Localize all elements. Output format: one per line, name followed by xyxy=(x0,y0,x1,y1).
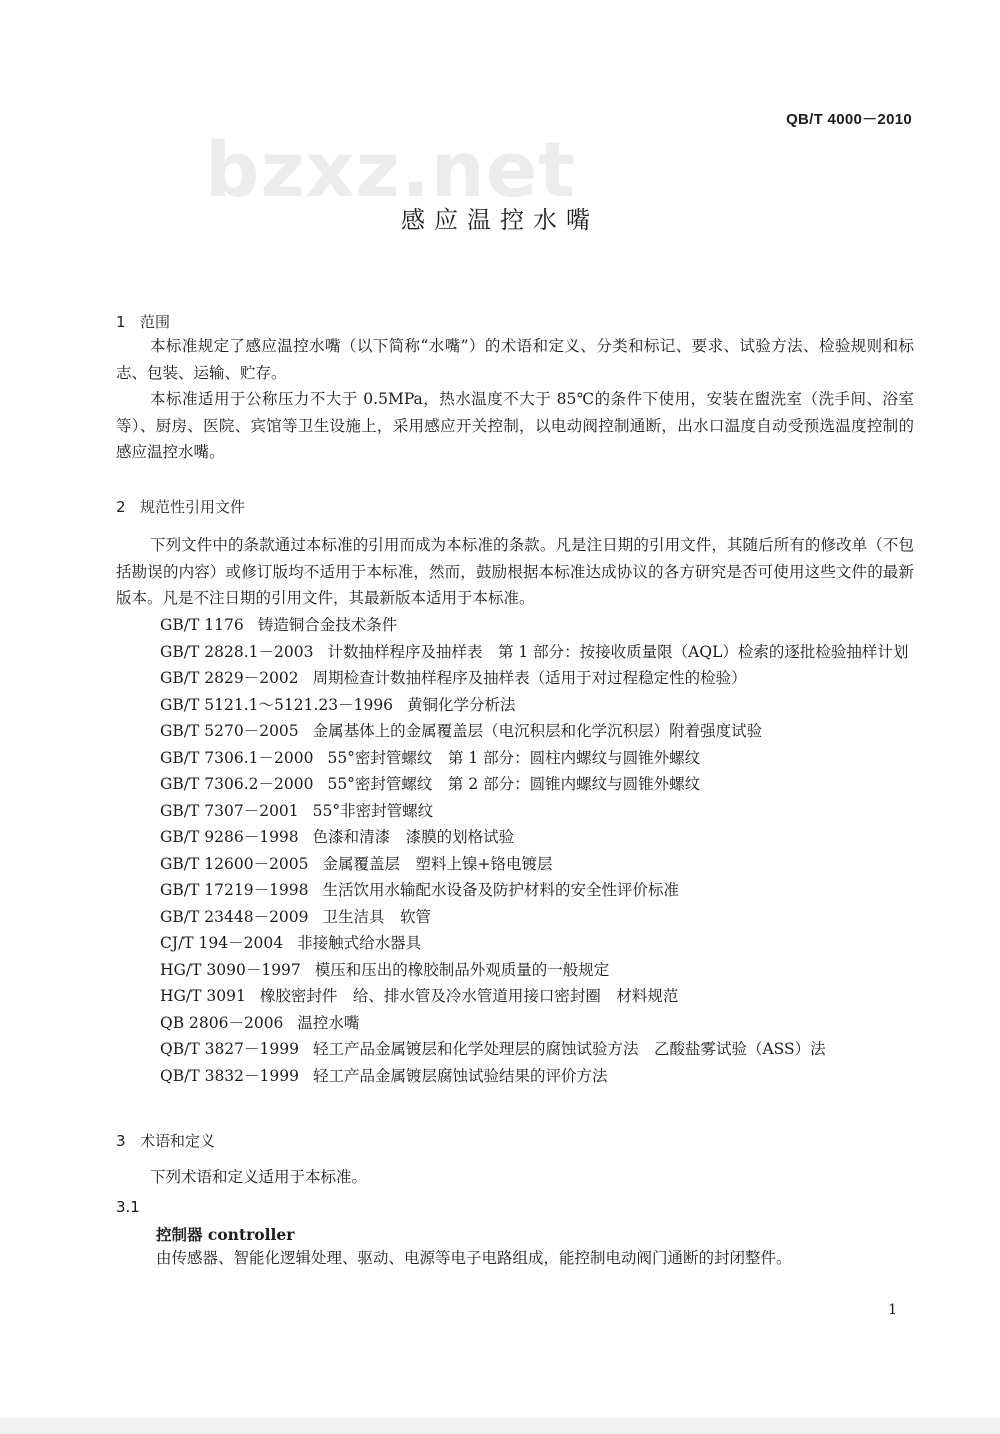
reference-code: QB 2806－2006 xyxy=(160,1013,284,1032)
reference-code: HG/T 3090－1997 xyxy=(160,960,301,979)
reference-item xyxy=(116,824,914,851)
reference-title: 温控水嘴 xyxy=(297,1013,360,1032)
reference-item xyxy=(116,665,914,692)
page-bottom-edge xyxy=(0,1418,1000,1434)
reference-item xyxy=(116,612,914,639)
reference-code: HG/T 3091 xyxy=(160,987,246,1006)
reference-item xyxy=(116,745,914,772)
reference-title: 轻工产品金属镀层和化学处理层的腐蚀试验方法 乙酸盐雾试验（ASS）法 xyxy=(312,1040,826,1059)
watermark: bzxz.net xyxy=(205,125,576,214)
section-number: 3 xyxy=(116,1132,126,1150)
reference-code: CJ/T 194－2004 xyxy=(160,934,284,953)
reference-title: 55°密封管螺纹 第 2 部分：圆锥内螺纹与圆锥外螺纹 xyxy=(327,775,701,794)
reference-item xyxy=(116,877,914,904)
reference-code: GB/T 2829－2002 xyxy=(160,669,299,688)
reference-item xyxy=(116,851,914,878)
reference-item xyxy=(116,983,914,1010)
reference-title: 计数抽样程序及抽样表 第 1 部分：按接收质量限（AQL）检索的逐批检验抽样计划 xyxy=(327,642,909,661)
section-title: 规范性引用文件 xyxy=(140,498,246,516)
reference-title: 黄铜化学分析法 xyxy=(407,695,516,714)
reference-code: GB/T 7307－2001 xyxy=(160,801,299,820)
reference-title: 色漆和清漆 漆膜的划格试验 xyxy=(312,828,515,847)
reference-title: 铸造铜合金技术条件 xyxy=(257,616,398,634)
term-number: 3.1 xyxy=(116,1198,140,1216)
reference-code: QB/T 3827－1999 xyxy=(160,1040,299,1059)
reference-item xyxy=(116,639,914,666)
reference-title: 模压和压出的橡胶制品外观质量的一般规定 xyxy=(314,960,610,979)
section-number: 1 xyxy=(116,313,126,331)
document-title: 感应温控水嘴 xyxy=(401,206,599,234)
section-heading-scope xyxy=(116,311,170,332)
reference-code: QB/T 3832－1999 xyxy=(160,1066,299,1085)
reference-code: GB/T 12600－2005 xyxy=(160,854,309,873)
paragraph: 本标准规定了感应温控水嘴（以下简称“水嘴”）的术语和定义、分类和标记、要求、试验方法、检验规则和标志、包装、运输、贮存。 xyxy=(116,337,914,382)
section-heading-terms xyxy=(116,1130,215,1151)
reference-item xyxy=(116,692,914,719)
reference-code: GB/T 23448－2009 xyxy=(160,907,309,926)
section-number: 2 xyxy=(116,498,126,516)
reference-item xyxy=(116,1036,914,1063)
reference-item xyxy=(116,957,914,984)
page-number: 1 xyxy=(888,1302,897,1318)
reference-item xyxy=(116,1010,914,1037)
section-title: 术语和定义 xyxy=(140,1132,216,1150)
standard-code: QB/T 4000－2010 xyxy=(786,111,912,128)
reference-item xyxy=(116,930,914,957)
reference-code: GB/T 7306.1－2000 xyxy=(160,748,314,767)
term-definition: 由传感器、智能化逻辑处理、驱动、电源等电子电路组成，能控制电动阀门通断的封闭整件。 xyxy=(156,1249,792,1267)
reference-title: 卫生洁具 软管 xyxy=(322,907,432,926)
reference-item xyxy=(116,718,914,745)
reference-title: 橡胶密封件 给、排水管及冷水管道用接口密封圈 材料规范 xyxy=(259,987,679,1006)
reference-code: GB/T 9286－1998 xyxy=(160,828,299,847)
paragraph: 本标准适用于公称压力不大于 0.5MPa，热水温度不大于 85℃的条件下使用，安装在盥洗室（洗手间、浴室等）、厨房、医院、宾馆等卫生设施上，采用感应开关控制，以电动阀控制通断，出水口温度自动受预选温度控制的感应温控水嘴。 xyxy=(116,390,914,462)
reference-item xyxy=(116,904,914,931)
section-heading-normative-references xyxy=(116,496,245,517)
reference-title: 轻工产品金属镀层腐蚀试验结果的评价方法 xyxy=(312,1066,608,1085)
reference-title: 非接触式给水器具 xyxy=(297,934,422,953)
reference-code: GB/T 7306.2－2000 xyxy=(160,775,314,794)
reference-code: GB/T 1176 xyxy=(160,616,244,634)
term-name: 控制器 controller xyxy=(156,1225,295,1244)
reference-title: 生活饮用水输配水设备及防护材料的安全性评价标准 xyxy=(322,881,680,900)
reference-code: GB/T 17219－1998 xyxy=(160,881,309,900)
reference-code: GB/T 5270－2005 xyxy=(160,722,299,741)
reference-title: 金属覆盖层 塑料上镍+铬电镀层 xyxy=(322,854,553,873)
section-title: 范围 xyxy=(140,313,171,331)
paragraph: 下列文件中的条款通过本标准的引用而成为本标准的条款。凡是注日期的引用文件，其随后所有的修改单（不包括勘误的内容）或修订版均不适用于本标准，然而，鼓励根据本标准达成协议的各方研究是否可使用这些文件的最新版本。凡是不注日期的引用文件，其最新版本适用于本标准。 xyxy=(116,536,914,608)
reference-code: GB/T 2828.1－2003 xyxy=(160,642,314,661)
paragraph: 下列术语和定义适用于本标准。 xyxy=(150,1168,368,1186)
reference-title: 金属基体上的金属覆盖层（电沉积层和化学沉积层）附着强度试验 xyxy=(312,722,763,741)
reference-item xyxy=(116,771,914,798)
reference-list xyxy=(116,612,914,1089)
reference-title: 55°密封管螺纹 第 1 部分：圆柱内螺纹与圆锥外螺纹 xyxy=(327,748,701,767)
reference-code: GB/T 5121.1～5121.23－1996 xyxy=(160,695,394,714)
reference-item xyxy=(116,798,914,825)
reference-title: 55°非密封管螺纹 xyxy=(312,801,434,820)
reference-item xyxy=(116,1063,914,1090)
reference-title: 周期检查计数抽样程序及抽样表（适用于对过程稳定性的检验） xyxy=(312,669,747,688)
